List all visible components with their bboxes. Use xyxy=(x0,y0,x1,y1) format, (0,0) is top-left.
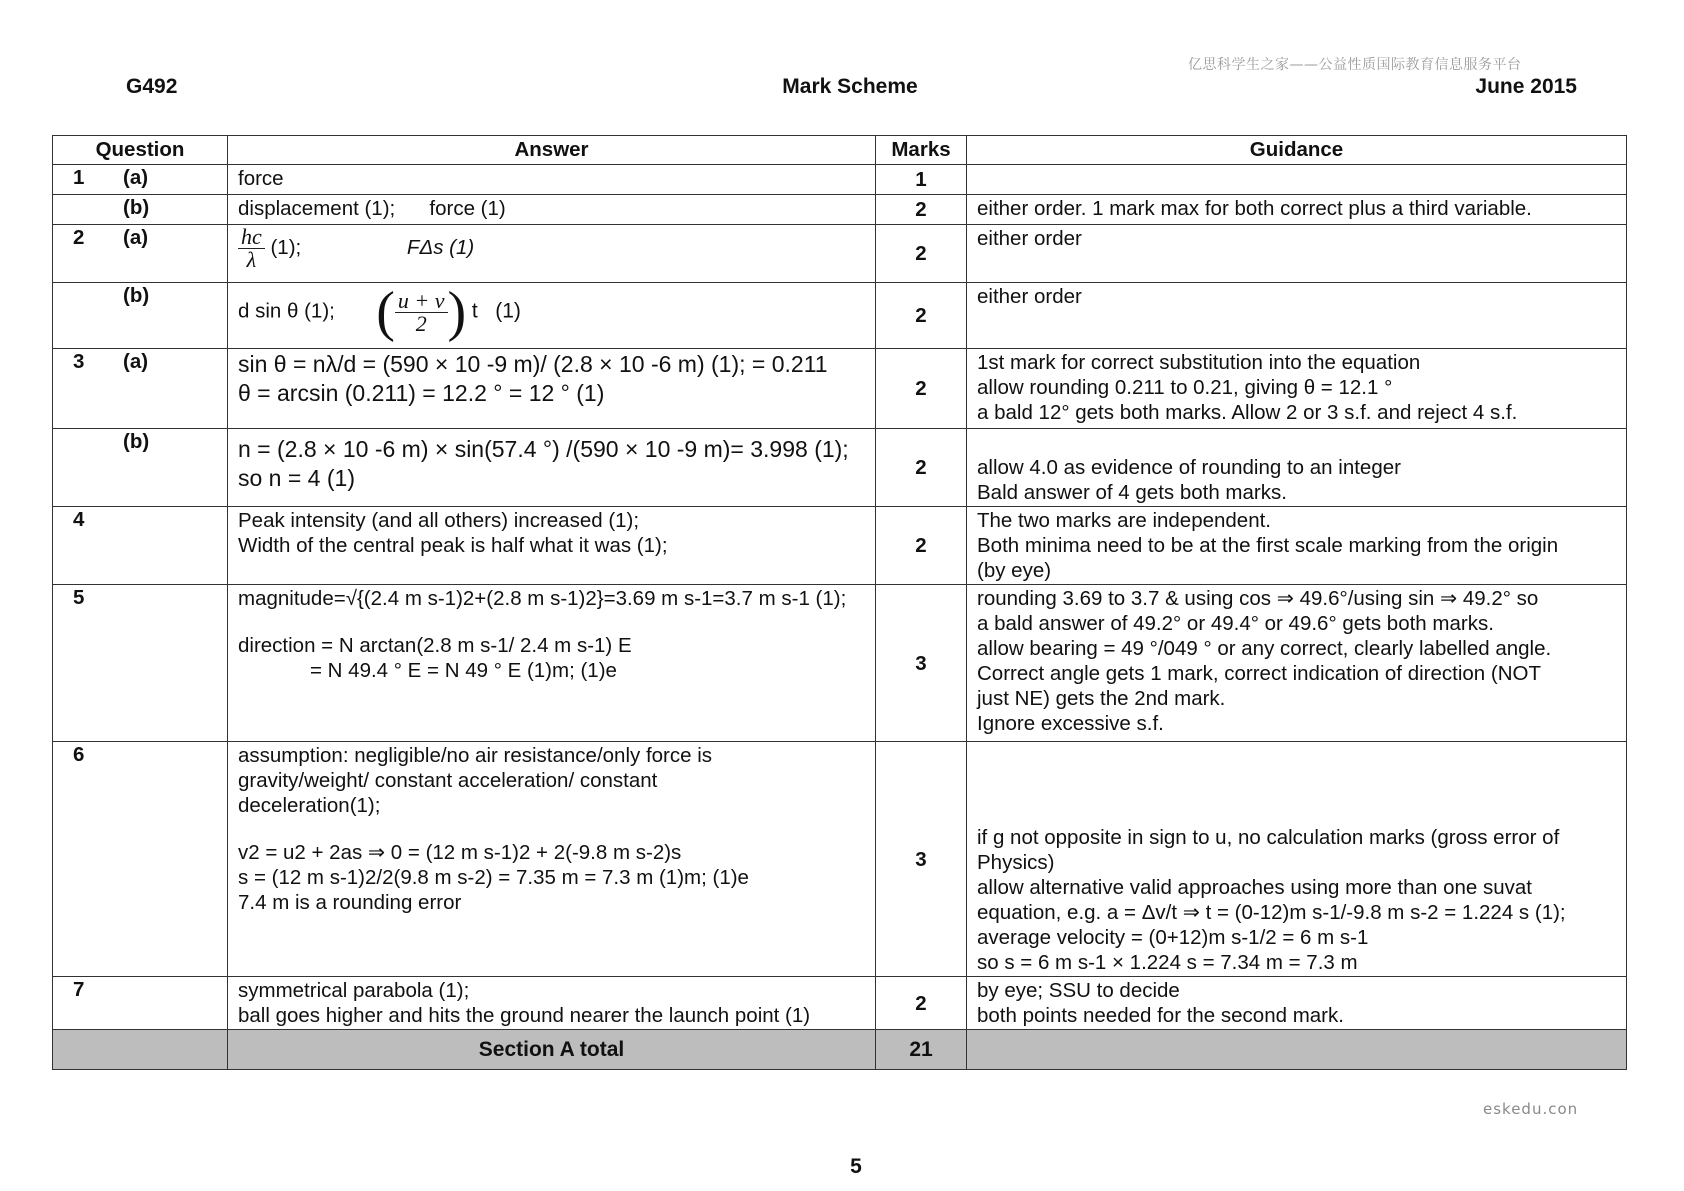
question-cell xyxy=(53,165,228,195)
guidance-cell: by eye; SSU to decide both points needed for the second mark. xyxy=(967,977,1627,1030)
fraction-hc-lambda: $\frac{hc}{\lambda}$ xyxy=(238,226,265,271)
guidance-cell: rounding 3.69 to 3.7 & using cos ⇒ 49.6°/using sin ⇒ 49.2° so a bald answer of 49.2° or 49.4° or 49.6° gets both marks. allow bearing = 49 °/049 ° or any correct, clearly labelled angle. Correct angle gets 1 mark, correct indication of direction (NOT just NE) gets the 2nd mark. Ignore excessive s.f. xyxy=(967,585,1627,742)
question-cell xyxy=(53,742,228,977)
header-marks: Marks xyxy=(876,136,967,165)
guidance-cell: if g not opposite in sign to u, no calculation marks (gross error of Physics) allow alternative valid approaches using more than one suvat equation, e.g. a = Δv/t ⇒ t = (0-12)m s-1/-9.8 m s-2 = 1.224 s (1); average velocity = (0+12)m s-1/2 = 6 m s-1 so s = 6 m s-1 × 1.224 s = 7.34 m = 7.3 m xyxy=(967,742,1627,977)
answer-cell: assumption: negligible/no air resistance/only force is gravity/weight/ constant acceleration/ constant deceleration(1); v2 = u2 + 2as ⇒ 0 = (12 m s-1)2 + 2(-9.8 m s-2)s s = (12 m s-1)2/2(9.8 m s-2) = 7.35 m = 7.3 m (1)m; (1)e 7.4 m is a rounding error xyxy=(228,742,876,977)
header-answer: Answer xyxy=(228,136,876,165)
question-part: (a) xyxy=(123,166,149,189)
marks-cell: 2 xyxy=(876,195,967,225)
question-cell xyxy=(53,585,228,742)
total-empty-guidance xyxy=(967,1030,1627,1070)
question-part: (a) xyxy=(123,350,149,373)
table-row-q7 xyxy=(53,977,1627,1030)
question-cell xyxy=(53,283,228,349)
table-row-q6 xyxy=(53,742,1627,977)
question-number: 3 xyxy=(73,350,85,373)
guidance-cell: 1st mark for correct substitution into the equation allow rounding 0.211 to 0.21, giving θ = 12.1 ° a bald 12° gets both marks. Allow 2 or 3 s.f. and reject 4 s.f. xyxy=(967,349,1627,429)
answer-cell: sin θ = nλ/d = (590 × 10 -9 m)/ (2.8 × 10 -6 m) (1); = 0.211 θ = arcsin (0.211) = 12.2 ° = 12 ° (1) xyxy=(228,349,876,429)
header-guidance: Guidance xyxy=(967,136,1627,165)
table-header-row xyxy=(53,136,1627,165)
question-part: (b) xyxy=(123,430,150,453)
guidance-cell: either order xyxy=(967,283,1627,349)
marks-cell: 2 xyxy=(876,977,967,1030)
question-part: (b) xyxy=(123,196,150,219)
answer-cell: magnitude=√{(2.4 m s-1)2+(2.8 m s-1)2}=3.69 m s-1=3.7 m s-1 (1); direction = N arctan(2.8 m s-1/ 2.4 m s-1) E = N 49.4 ° E = N 49 ° E (1)m; (1)e xyxy=(228,585,876,742)
answer-cell: n = (2.8 × 10 -6 m) × sin(57.4 °) /(590 × 10 -9 m)= 3.998 (1); so n = 4 (1) xyxy=(228,429,876,507)
guidance-cell: allow 4.0 as evidence of rounding to an integer Bald answer of 4 gets both marks. xyxy=(967,429,1627,507)
marks-cell: 2 xyxy=(876,225,967,283)
section-total-marks: 21 xyxy=(876,1030,967,1070)
marks-cell: 3 xyxy=(876,585,967,742)
question-cell xyxy=(53,507,228,585)
question-cell xyxy=(53,429,228,507)
guidance-cell xyxy=(967,165,1627,195)
header-question: Question xyxy=(53,136,228,165)
question-number: 1 xyxy=(73,166,85,189)
marks-cell: 2 xyxy=(876,349,967,429)
table-row-q5 xyxy=(53,585,1627,742)
table-row-q4 xyxy=(53,507,1627,585)
footer-watermark: eskedu.con xyxy=(1483,1100,1579,1118)
answer-cell: $\frac{hc}{\lambda}$ (1); FΔs (1) xyxy=(228,225,876,283)
question-number: 7 xyxy=(73,978,85,1001)
table-row-q3b xyxy=(53,429,1627,507)
table-row-q2a xyxy=(53,225,1627,283)
answer-cell: force xyxy=(228,165,876,195)
question-number: 2 xyxy=(73,226,85,249)
marks-cell: 2 xyxy=(876,283,967,349)
fraction-u-plus-v-over-2: ( $\frac{u + v}{2}$ ) xyxy=(376,281,467,343)
guidance-cell: The two marks are independent. Both minima need to be at the first scale marking from the origin (by eye) xyxy=(967,507,1627,585)
guidance-cell: either order xyxy=(967,225,1627,283)
watermark-top: 亿思科学生之家——公益性质国际教育信息服务平台 xyxy=(1188,57,1522,73)
paper-code: G492 xyxy=(126,75,178,98)
question-cell xyxy=(53,195,228,225)
exam-date: June 2015 xyxy=(1475,75,1577,98)
answer-cell: displacement (1); force (1) xyxy=(228,195,876,225)
page-number: 5 xyxy=(850,1155,862,1178)
question-number: 4 xyxy=(73,508,85,531)
marks-cell: 2 xyxy=(876,507,967,585)
section-total-row xyxy=(53,1030,1627,1070)
answer-cell: d sin θ (1); ( $\frac{u + v}{2}$ ) t (1) xyxy=(228,283,876,349)
marks-cell: 3 xyxy=(876,742,967,977)
question-cell xyxy=(53,225,228,283)
table-row-q1a xyxy=(53,165,1627,195)
section-total-label: Section A total xyxy=(228,1030,876,1070)
question-part: (a) xyxy=(123,226,149,249)
question-part: (b) xyxy=(123,284,150,307)
guidance-cell: either order. 1 mark max for both correct plus a third variable. xyxy=(967,195,1627,225)
total-empty-cell xyxy=(53,1030,228,1070)
question-number: 5 xyxy=(73,586,85,609)
answer-cell: Peak intensity (and all others) increased (1); Width of the central peak is half what it was (1); xyxy=(228,507,876,585)
question-cell xyxy=(53,349,228,429)
table-row-q2b xyxy=(53,283,1627,349)
mark-scheme-table xyxy=(52,135,1627,1070)
page-title: Mark Scheme xyxy=(782,75,918,98)
answer-cell: symmetrical parabola (1); ball goes higher and hits the ground nearer the launch point (1) xyxy=(228,977,876,1030)
marks-cell: 1 xyxy=(876,165,967,195)
table-row-q1b xyxy=(53,195,1627,225)
table-row-q3a xyxy=(53,349,1627,429)
question-cell xyxy=(53,977,228,1030)
question-number: 6 xyxy=(73,743,85,766)
answer-d-sin-theta: d sin θ (1); xyxy=(238,299,335,323)
marks-cell: 2 xyxy=(876,429,967,507)
